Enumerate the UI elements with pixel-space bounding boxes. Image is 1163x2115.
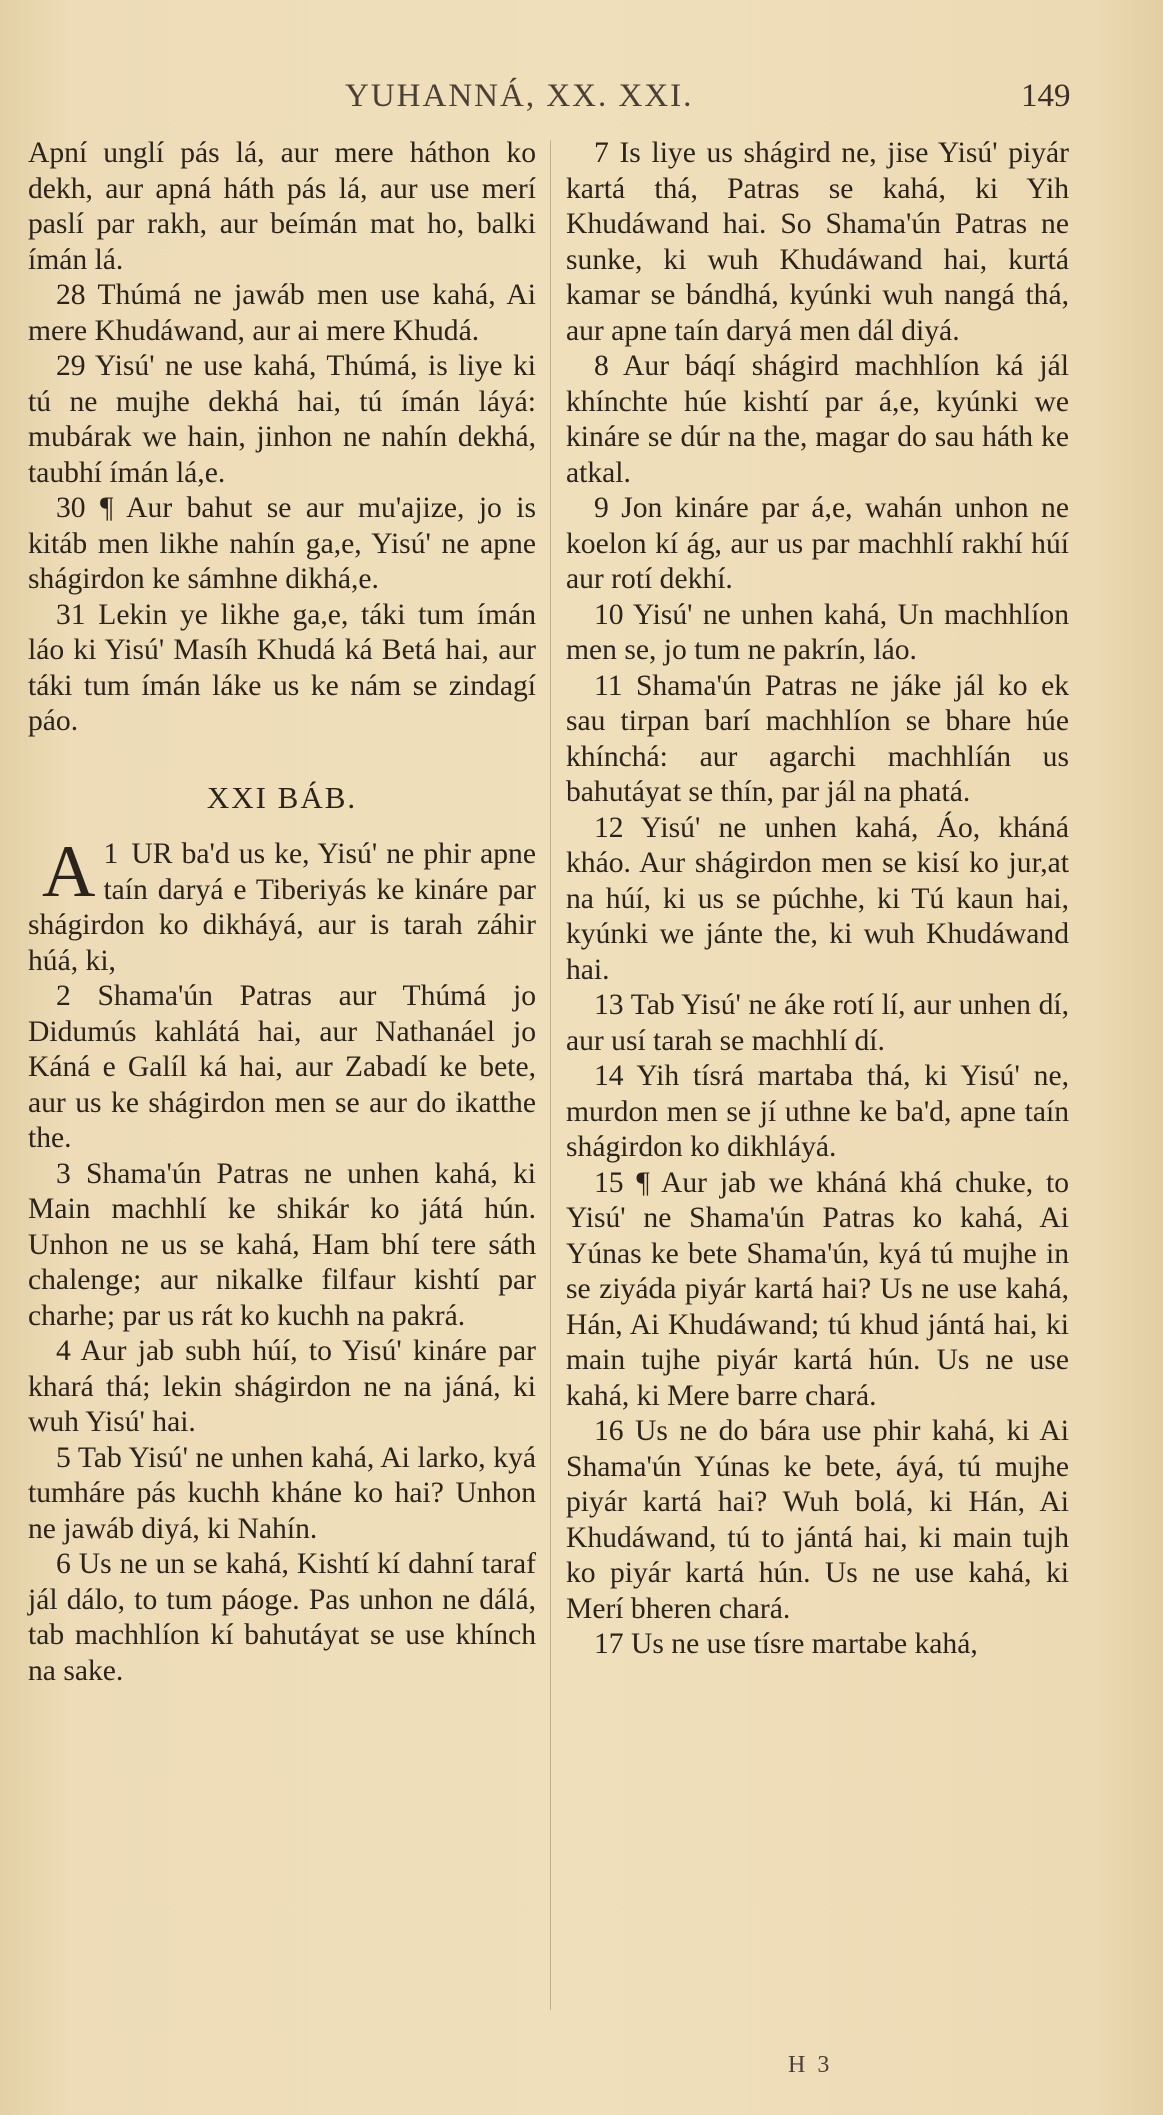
verse-paragraph: 6 Us ne un se kahá, Kishtí kí dahní taraf jál dálo, to tum páoge. Pas unhon ne dálá, tab machhlíon kí bahutáyat se use khínch na sake. xyxy=(28,1548,536,1687)
verse-paragraph: 12 Yisú' ne unhen kahá, Áo, kháná kháo. Aur shágirdon men se kisí ko jur,at na húí, ki us se púchhe, ki Tú kaun hai, kyúnki we jánte the, ki wuh Khudáwand hai. xyxy=(566,811,1069,986)
drop-cap: A xyxy=(42,831,96,913)
verse-paragraph: 4 Aur jab subh húí, to Yisú' kináre par khará thá; lekin shágirdon ne na jáná, ki wuh Yisú' hai. xyxy=(28,1335,536,1438)
first-verse xyxy=(28,831,536,979)
verse-paragraph: 29 Yisú' ne use kahá, Thúmá, is liye ki tú ne mujhe dekhá hai, tú ímán láyá: mubárak we hain, jinhon ne nahín dekhá, taubhí ímán lá,e. xyxy=(28,350,536,489)
first-verse-text: UR ba'd us ke, Yisú' ne phir apne taín daryá e Tiberiyás ke kináre par shágirdon ko dikháyá, aur is tarah záhir húá, ki, xyxy=(28,838,536,977)
left-paragraphs-after xyxy=(28,979,536,1689)
verse-paragraph: 16 Us ne do bára use phir kahá, ki Ai Shama'ún Yúnas ke bete, áyá, tú mujhe piyár kartá hai? Wuh bolá, ki Hán, Ai Khudáwand, tú to jántá hai, ki main tujh ko piyár kartá hún. Us ne use kahá, ki Merí bheren chará. xyxy=(566,1415,1069,1625)
verse-paragraph: 31 Lekin ye likhe ga,e, táki tum ímán láo ki Yisú' Masíh Khudá ká Betá hai, aur táki tum ímán láke us ke nám se zindagí páo. xyxy=(28,598,536,737)
verse-paragraph: 8 Aur báqí shágird machhlíon ká jál khínchte húe kishtí par á,e, kyúnki we kináre se dúr na the, magar do sau háth ke atkal. xyxy=(566,350,1069,489)
running-head xyxy=(0,78,1163,118)
verse-paragraph: 5 Tab Yisú' ne unhen kahá, Ai larko, kyá tumháre pás kuchh kháne ko hai? Unhon ne jawáb diyá, ki Nahín. xyxy=(28,1441,536,1545)
page-number: 149 xyxy=(1021,78,1071,114)
verse-paragraph: 15 ¶ Aur jab we kháná khá chuke, to Yisú' ne Shama'ún Patras ko kahá, Ai Yúnas ke bete Shama'ún, kyá tú mujhe in se ziyáda piyár kartá hai? Us ne use kahá, Hán, Ai Khudáwand; tú khud jántá hai, ki main tujhe piyár kartá hún. Us ne use kahá, ki Mere barre chará. xyxy=(566,1166,1069,1412)
left-column xyxy=(28,136,536,1689)
right-paragraphs xyxy=(566,136,1069,1663)
column-rule xyxy=(550,140,551,2010)
verse-paragraph: 17 Us ne use tísre martabe kahá, xyxy=(594,1628,978,1660)
chapter-heading: XXI BÁB. xyxy=(206,779,358,815)
verse-paragraph: 2 Shama'ún Patras aur Thúmá jo Didumús kahlátá hai, aur Nathanáel jo Káná e Galíl ká hai, aur Zabadí ke bete, aur us ke shágirdon men se aur do ikatthe the. xyxy=(28,980,536,1154)
signature-mark: H 3 xyxy=(788,2052,833,2078)
right-column xyxy=(566,136,1069,1663)
verse-paragraph: 11 Shama'ún Patras ne jáke jál ko ek sau tirpan barí machhlíon se bhare húe khínchá: aur agarchi machhlíán us bahutáyat se thín, par jál na phatá. xyxy=(566,669,1069,808)
verse-paragraph: 10 Yisú' ne unhen kahá, Un machhlíon men se, jo tum ne pakrín, láo. xyxy=(566,598,1069,666)
verse-paragraph: 13 Tab Yisú' ne áke rotí lí, aur unhen dí, aur usí tarah se machhlí dí. xyxy=(566,989,1069,1057)
verse-paragraph: 7 Is liye us shágird ne, jise Yisú' piyár kartá thá, Patras se kahá, ki Yih Khudáwand hai. So Shama'ún Patras ne sunke, ki wuh Khudáwand hai, kurtá kamar se bándhá, kyúnki wuh nangá thá, aur apne taín daryá men dál diyá. xyxy=(566,137,1069,347)
verse-paragraph: 30 ¶ Aur bahut se aur mu'ajize, jo is kitáb men likhe nahín ga,e, Yisú' ne apne shágirdon ke sámhne dikhá,e. xyxy=(28,492,536,595)
running-title: YUHANNÁ, XX. XXI. xyxy=(345,78,694,114)
first-verse-number: 1 xyxy=(103,838,119,870)
verse-paragraph: 14 Yih tísrá martaba thá, ki Yisú' ne, murdon men se jí uthne ke ba'd, apne taín shágirdon ko dikhláyá. xyxy=(566,1060,1069,1163)
verse-paragraph: 9 Jon kináre par á,e, wahán unhon ne koelon kí ág, aur us par machhlí rakhí húí aur rotí dekhí. xyxy=(566,492,1069,595)
verse-paragraph: Apní unglí pás lá, aur mere háthon ko dekh, aur apná háth pás lá, aur use merí paslí par rakh, aur beímán mat ho, balki ímán lá. xyxy=(28,137,536,276)
verse-paragraph: 3 Shama'ún Patras ne unhen kahá, ki Main machhlí ke shikár ko játá hún. Unhon ne us se kahá, Ham bhí tere sáth chalenge; aur nikalke filfaur kishtí par charhe; par us rát ko kuchh na pakrá. xyxy=(28,1157,536,1332)
left-paragraphs-before xyxy=(28,136,536,740)
verse-paragraph: 28 Thúmá ne jawáb men use kahá, Ai mere Khudáwand, aur ai mere Khudá. xyxy=(28,279,536,347)
